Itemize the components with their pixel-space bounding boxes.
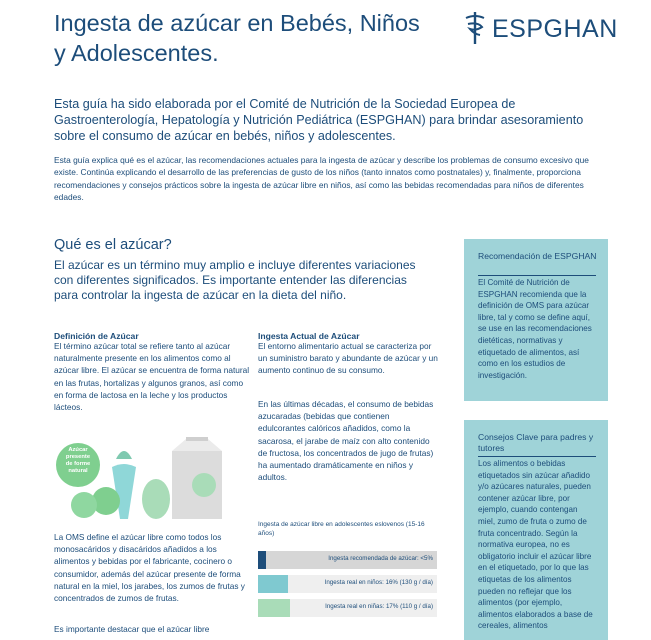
chart-title: Ingesta de azúcar libre en adolescentes eslovenos (15-16 años) (258, 521, 425, 537)
chart-bar-3 (258, 599, 437, 617)
natural-sugar-badge: Azúcar presente de forme natural (65, 447, 91, 474)
chart-bar-2 (258, 575, 437, 593)
definition-heading: Definición de Azúcar (54, 331, 139, 341)
definition-paragraph-3: Es importante destacar que el azúcar libre (54, 624, 210, 634)
definition-paragraph-1: El término azúcar total se refiere tanto al azúcar naturalmente presente en los alimentos como al azúcar libre. El azúcar se encuentra de forma natural en las frutas, hortalizas y algunos granos, así como en forma de lactosa en la leche y los productos lácteos. (54, 341, 250, 413)
definition-paragraph-2: La OMS define el azúcar libre como todos los monosacáridos y disacáridos añadidos a los alimentos y bebidas por el fabricante, cocinero o consumidor, además del azúcar presente de forma natural en la miel, los jarabes, los zumos de frutas y concentrados de zumos de frutas. (54, 532, 245, 604)
current-intake-paragraph-1: El entorno alimentario actual se caracteriza por un suministro barato y abundante de azúcar y un aumento continuo de su consumo. (258, 341, 438, 376)
key-tips-divider (478, 456, 596, 457)
logo-text: ESPGHAN (492, 15, 618, 43)
key-tips-box (464, 420, 608, 640)
espghan-recommendation-box (464, 239, 608, 401)
recommendation-text: El Comité de Nutrición de ESPGHAN recomienda que la definición de OMS para azúcar libre, tal y como se define aquí, se use en las recomendaciones dietéticas, normativas y etiquetado de alimentos, así como en los estudios de investigación. (478, 278, 592, 380)
chart-bar-label-1: Ingesta recomendada de azúcar: <5% (328, 555, 433, 562)
current-intake-heading: Ingesta Actual de Azúcar (258, 331, 360, 341)
chart-bar-1 (258, 551, 437, 569)
intro-body: Esta guía explica qué es el azúcar, las recomendaciones actuales para la ingesta de azúcar y describe los problemas de consumo excesivo que existe. Continúa explicando el desarrollo de las preferencias de gusto de los niños (tanto innatos como postnatales) y, finalmente, proporciona recomendaciones y consejos prácticos sobre la ingesta de azúcar libre en niños, así como las bebidas recomendadas para niños de diferentes edades. (54, 155, 589, 202)
key-tips-heading: Consejos Clave para padres y tutores (478, 432, 594, 453)
what-is-sugar-lead: El azúcar es un término muy amplio e incluye diferentes variaciones con diferentes significados. Es importante entender las diferencias para controlar la ingesta de azúcar en la dieta del niño. (54, 258, 416, 303)
recommendation-heading: Recomendación de ESPGHAN (478, 251, 597, 261)
chart-bar-label-2: Ingesta real en niños: 16% (130 g / día) (324, 579, 433, 586)
chart-bar-fill-1 (258, 551, 266, 569)
current-intake-paragraph-2: En las últimas décadas, el consumo de bebidas azucaradas (bebidas que contienen edulcorantes calóricos añadidos, como la sacarosa, el jarabe de maíz con alto contenido de fructosa, los concentrados de jugo de frutas) ha aumentado dramáticamente en niños y adultos. (258, 399, 434, 483)
chart-bar-fill-3 (258, 599, 290, 617)
espghan-logo (462, 10, 618, 46)
intro-lead: Esta guía ha sido elaborada por el Comité de Nutrición de la Sociedad Europea de Gastroenterología, Hepatología y Nutrición Pediátrica (ESPGHAN) para brindar asesoramiento sobre el consumo de azúcar en bebés, niños y adolescentes. (54, 97, 584, 144)
section-heading-what-is-sugar: Qué es el azúcar? (54, 237, 172, 253)
natural-sugar-illustration (54, 437, 254, 519)
page-title: Ingesta de azúcar en Bebés, Niños y Adolescentes. (54, 10, 420, 66)
recommendation-divider (478, 275, 596, 276)
espghan-emblem-icon (462, 10, 488, 46)
key-tips-text: Los alimentos o bebidas etiquetados sin azúcar añadido y/o azúcares naturales, pueden contener azúcar libre, por ejemplo, cuando contengan miel, zumo de fruta o zumo de fruta concentrado. Según la normativa europea, no es obligatorio incluir el azúcar libre en el etiquetado, por lo que las etiquetas de los alimentos pueden no reflejar que los alimentos (por ejemplo, alimentos elaborados a base de cereales, alimentos (478, 459, 593, 631)
chart-bar-label-3: Ingesta real en niñas: 17% (110 g / día) (325, 603, 433, 610)
chart-bar-fill-2 (258, 575, 288, 593)
